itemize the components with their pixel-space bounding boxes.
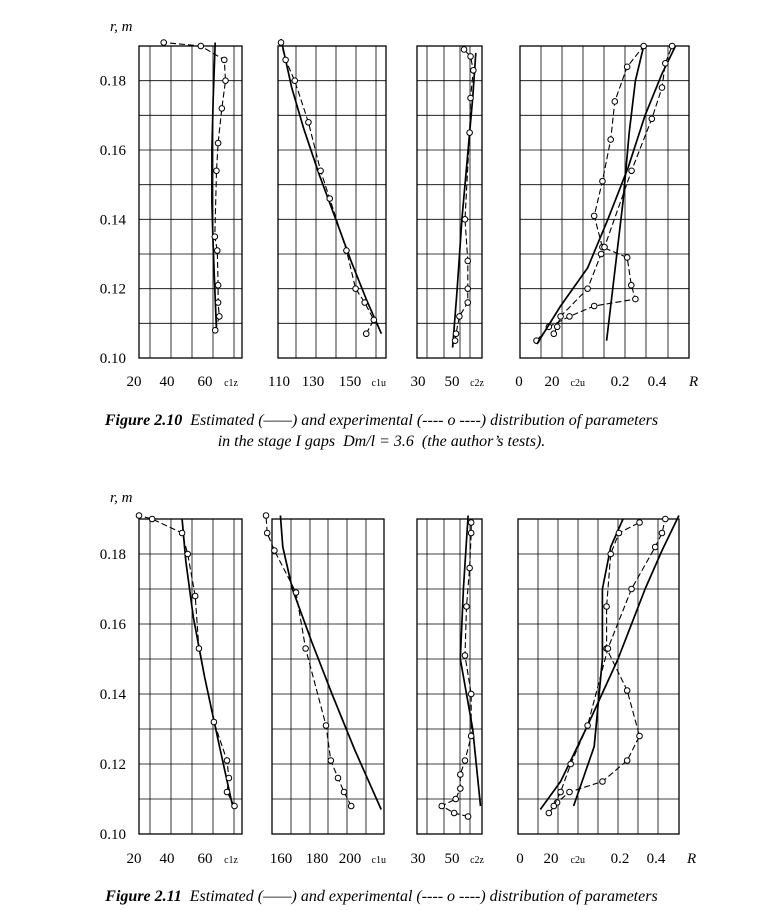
panel-frame	[139, 519, 242, 834]
data-point-c1z	[215, 282, 221, 288]
data-point-c2z	[471, 67, 477, 73]
x-tick-label: 0	[515, 374, 523, 390]
data-point-c2z	[467, 565, 473, 571]
x-tick-label: 200	[338, 851, 362, 867]
data-point-c1z	[211, 719, 217, 725]
data-point-R	[663, 61, 669, 67]
x-tick-label: 20	[126, 374, 142, 390]
panel-axis-label: c1z	[224, 378, 238, 389]
data-point-c1z	[219, 106, 225, 112]
x-tick-label: 40	[159, 374, 175, 390]
data-point-c2z	[467, 130, 473, 136]
y-tick-label: 0.10	[99, 351, 126, 367]
y-axis-label: r, m	[110, 19, 133, 35]
x-tick-label: 60	[197, 851, 213, 867]
y-tick-label: 0.10	[99, 827, 126, 843]
data-point-c2u	[624, 255, 630, 261]
x-tick-label: 160	[269, 851, 293, 867]
x-tick-label: 180	[305, 851, 329, 867]
chart-figure-2-11	[100, 490, 696, 867]
data-point-c1z	[149, 516, 155, 522]
data-point-R	[554, 324, 560, 330]
data-point-c2z	[451, 810, 457, 816]
data-point-c1u	[348, 803, 354, 809]
data-point-c2z	[468, 54, 474, 60]
data-point-c2z	[458, 772, 464, 778]
data-point-c2u	[567, 789, 573, 795]
data-point-c2u	[608, 551, 614, 557]
data-point-R	[649, 116, 655, 122]
panel-frame	[139, 46, 242, 358]
x-tick-label: 130	[301, 374, 325, 390]
data-point-c2z	[468, 520, 474, 526]
data-point-c1u	[318, 168, 324, 174]
series-line-experimental-c2u	[537, 46, 644, 341]
data-point-c1z	[185, 551, 191, 557]
y-tick-label: 0.16	[99, 143, 126, 159]
data-point-c1z	[215, 140, 221, 146]
data-point-R	[551, 803, 557, 809]
data-point-c2u	[624, 688, 630, 694]
data-point-c1u	[327, 196, 333, 202]
caption-text: Estimated (——) and experimental (---- o ----) distribution of parameters	[189, 888, 658, 905]
x-tick-label: 0.2	[610, 374, 630, 390]
data-point-c2u	[641, 43, 647, 49]
data-point-c1u	[353, 286, 359, 292]
data-point-c2z	[439, 803, 445, 809]
panel-axis-label: c1z	[224, 855, 238, 866]
data-point-R	[558, 314, 564, 320]
data-point-c2u	[633, 296, 639, 302]
x-tick-label: 50	[444, 851, 460, 867]
series-line-experimental-c1u	[266, 516, 351, 807]
data-point-c1u	[362, 300, 368, 306]
y-tick-label: 0.16	[99, 617, 126, 633]
data-point-c1u	[292, 78, 298, 84]
caption-figure-2-11	[0, 886, 763, 907]
x-tick-label: 150	[338, 374, 362, 390]
y-tick-label: 0.12	[99, 281, 126, 298]
data-point-R	[598, 251, 604, 257]
data-point-c2z	[452, 338, 458, 344]
panel-axis-label: c2z	[470, 378, 484, 389]
series-line-experimental-c2u	[549, 523, 640, 814]
data-point-c1u	[363, 331, 369, 337]
caption-label: Figure 2.10	[104, 412, 183, 429]
data-point-c2z	[468, 95, 474, 101]
data-point-c1u	[283, 57, 289, 63]
data-point-c1z	[232, 803, 238, 809]
data-point-c1z	[161, 40, 167, 46]
panel-axis-label: c2z	[470, 855, 484, 866]
data-point-c2z	[465, 814, 471, 820]
data-point-c1u	[264, 530, 270, 536]
data-point-c1z	[215, 300, 221, 306]
data-point-c2u	[567, 314, 573, 320]
data-point-R	[558, 789, 564, 795]
caption-figure-2-10	[0, 410, 763, 452]
data-point-c2u	[628, 282, 634, 288]
data-point-c2u	[608, 137, 614, 143]
panel-axis-label: c2u	[570, 378, 585, 389]
data-point-c2z	[464, 604, 470, 610]
x-tick-label: 20	[543, 851, 559, 867]
data-point-c1z	[226, 775, 232, 781]
series-line-estimated-R	[537, 46, 676, 344]
y-tick-label: 0.12	[99, 757, 126, 773]
series-line-experimental-c1z	[139, 516, 235, 807]
x-tick-label: 110	[268, 374, 290, 390]
panel-axis-label: c2u	[570, 855, 585, 866]
data-point-c2u	[616, 530, 622, 536]
data-point-R	[659, 530, 665, 536]
data-point-R	[659, 85, 665, 91]
data-point-c1z	[212, 327, 218, 333]
data-point-R	[585, 723, 591, 729]
x-axis-label: R	[689, 374, 699, 390]
data-point-c1u	[323, 723, 329, 729]
data-point-c2u	[624, 64, 630, 70]
data-point-c2u	[624, 758, 630, 764]
data-point-c2z	[461, 47, 467, 53]
x-tick-label: 0.4	[647, 374, 667, 390]
x-tick-label: 30	[410, 374, 426, 390]
data-point-c2z	[458, 786, 464, 792]
panel-frame	[278, 46, 386, 358]
data-point-c1z	[212, 234, 218, 240]
panel-axis-label: c1u	[371, 855, 386, 866]
data-point-c2u	[546, 810, 552, 816]
data-point-c2z	[462, 653, 468, 659]
data-point-c1z	[221, 57, 227, 63]
data-point-c2z	[468, 691, 474, 697]
data-point-c2u	[612, 99, 618, 105]
data-point-c2z	[465, 286, 471, 292]
data-point-c1u	[344, 248, 350, 254]
data-point-c2z	[453, 331, 459, 337]
y-tick-label: 0.14	[99, 212, 126, 229]
data-point-c1z	[192, 593, 198, 599]
caption-text-line2: in the stage I gaps	[217, 433, 336, 450]
data-point-c1z	[196, 646, 202, 652]
data-point-R	[568, 761, 574, 767]
x-tick-label: 20	[544, 374, 560, 390]
y-tick-label: 0.18	[99, 547, 126, 563]
data-point-c1z	[217, 314, 223, 320]
data-point-R	[585, 286, 591, 292]
y-axis-label: r, m	[110, 490, 133, 506]
data-point-R	[602, 244, 608, 250]
data-point-c2z	[453, 796, 459, 802]
chart-figure-2-10	[100, 19, 698, 390]
data-point-c1u	[293, 590, 299, 596]
data-point-c2z	[468, 733, 474, 739]
data-point-c1u	[272, 548, 278, 554]
data-point-c2u	[591, 303, 597, 309]
x-tick-label: 40	[159, 851, 175, 867]
x-tick-label: 0.4	[646, 851, 666, 867]
panel-frame	[520, 46, 689, 358]
data-point-c1u	[278, 40, 284, 46]
data-point-c2z	[465, 300, 471, 306]
data-point-c2z	[465, 258, 471, 264]
data-point-c2z	[462, 758, 468, 764]
data-point-R	[663, 516, 669, 522]
data-point-c2u	[604, 604, 610, 610]
data-point-R	[629, 586, 635, 592]
data-point-c1u	[263, 513, 269, 519]
data-point-c1u	[371, 317, 377, 323]
data-point-R	[652, 544, 658, 550]
caption-text-line3: (the author’s tests).	[421, 433, 546, 450]
data-point-c2z	[462, 217, 468, 223]
data-point-c2z	[468, 530, 474, 536]
data-point-c2u	[637, 733, 643, 739]
panel-axis-label: c1u	[371, 378, 386, 389]
data-point-R	[605, 646, 611, 652]
data-point-R	[629, 168, 635, 174]
data-point-c2u	[637, 520, 643, 526]
caption-label: Figure 2.11	[105, 888, 182, 905]
x-tick-label: 0	[516, 851, 524, 867]
x-tick-label: 0.2	[610, 851, 630, 867]
x-tick-label: 50	[444, 374, 460, 390]
x-axis-label: R	[687, 851, 697, 867]
data-point-c1u	[335, 775, 341, 781]
x-tick-label: 30	[410, 851, 426, 867]
data-point-c2z	[457, 314, 463, 320]
series-line-experimental-c1u	[281, 43, 374, 334]
data-point-c1u	[303, 646, 309, 652]
x-tick-label: 60	[197, 374, 213, 390]
data-point-c1z	[224, 789, 230, 795]
data-point-c1z	[214, 248, 220, 254]
data-point-c1z	[136, 513, 142, 519]
y-tick-label: 0.14	[99, 687, 126, 703]
caption-formula: Dm/l = 3.6	[343, 433, 414, 450]
data-point-c1z	[223, 78, 229, 84]
data-point-c1z	[224, 758, 230, 764]
data-point-c1u	[306, 119, 312, 125]
data-point-c1z	[179, 530, 185, 536]
data-point-c2u	[600, 779, 606, 785]
x-tick-label: 20	[126, 851, 142, 867]
data-point-c2u	[600, 178, 606, 184]
data-point-c1u	[341, 789, 347, 795]
data-point-c2u	[591, 213, 597, 219]
data-point-c1z	[214, 168, 220, 174]
caption-text: Estimated (——) and experimental (---- o ----) distribution of parameters	[190, 412, 659, 429]
data-point-R	[669, 43, 675, 49]
y-tick-label: 0.18	[99, 73, 126, 90]
data-point-c1z	[198, 43, 204, 49]
data-point-c1u	[328, 758, 334, 764]
data-point-R	[551, 331, 557, 337]
